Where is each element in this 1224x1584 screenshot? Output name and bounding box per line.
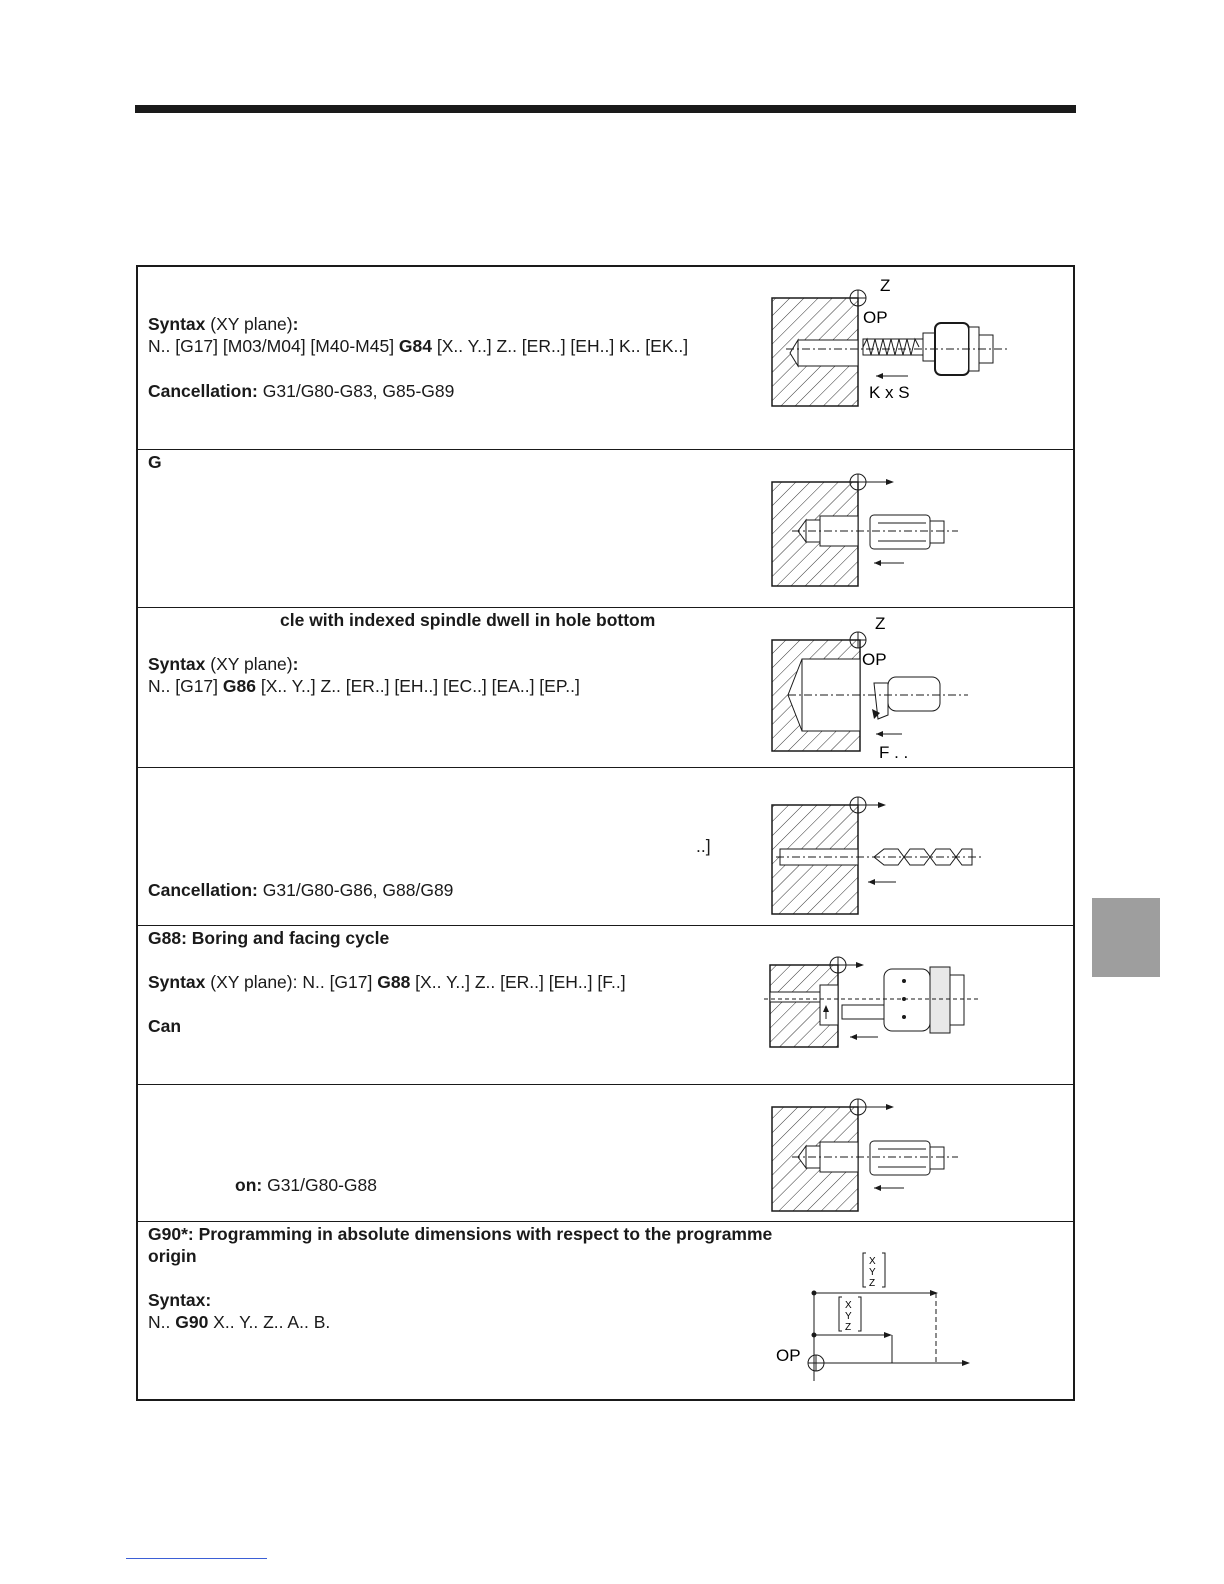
drilling-diagram [758, 793, 1038, 918]
reaming-dwell-diagram [758, 1090, 1038, 1218]
boring-diagram [758, 611, 1038, 763]
row-g89 [138, 1084, 1073, 1222]
axis-y-label: Y [869, 1267, 876, 1278]
syntax-line: N.. G90 X.. Y.. Z.. A.. B. [148, 1312, 331, 1332]
row-heading: cle with indexed spindle dwell in hole bottom [280, 610, 656, 630]
op-label: OP [863, 308, 888, 327]
gcode-table [136, 265, 1075, 1401]
axis-x-label: X [845, 1300, 852, 1311]
row-g88 [138, 925, 1073, 1085]
section-tab [1092, 898, 1160, 977]
row-heading: G88: Boring and facing cycle [148, 928, 390, 948]
syntax-heading: Syntax (XY plane): [148, 654, 299, 674]
row-g85 [138, 449, 1073, 608]
syntax-line: Syntax (XY plane): N.. [G17] G88 [X.. Y..] Z.. [ER..] [EH..] [F..] [148, 972, 626, 992]
syntax-heading: Syntax (XY plane): [148, 314, 299, 334]
row-g90 [138, 1221, 1073, 1401]
axis-x-label: X [869, 1256, 876, 1267]
row-heading: G [148, 452, 162, 472]
cancellation-line: Cancellation: G31/G80-G83, G85-G89 [148, 381, 455, 401]
row-heading-cont: origin [148, 1246, 197, 1266]
row-heading: G90*: Programming in absolute dimensions with respect to the programme [148, 1224, 773, 1244]
op-label: OP [776, 1346, 801, 1365]
cancellation-line: Cancellation: G31/G80-G86, G88/G89 [148, 880, 454, 900]
z-axis-label: Z [875, 614, 886, 633]
feed-label: K x S [869, 383, 910, 402]
syntax-heading: Syntax: [148, 1290, 212, 1310]
cancellation-fragment: on: G31/G80-G88 [235, 1175, 378, 1195]
syntax-line: N.. [G17] [M03/M04] [M40-M45] G84 [X.. Y..] Z.. [ER..] [EH..] K.. [EK..] [148, 336, 689, 356]
tapping-diagram [758, 273, 1038, 423]
reaming-diagram [758, 463, 1038, 593]
axis-z-label: Z [869, 1278, 876, 1289]
footer-link-line [126, 1558, 267, 1559]
syntax-line: N.. [G17] G86 [X.. Y..] Z.. [ER..] [EH..] [EC..] [EA..] [EP..] [148, 676, 580, 696]
header-rule [135, 105, 1076, 113]
row-g86 [138, 607, 1073, 768]
facing-diagram [758, 955, 1038, 1055]
op-label: OP [862, 650, 887, 669]
syntax-line-fragment: ..] [696, 836, 711, 856]
row-g84 [138, 267, 1073, 450]
cancellation-fragment: Can [148, 1016, 182, 1036]
row-g87 [138, 767, 1073, 926]
z-axis-label: Z [880, 276, 891, 295]
axis-y-label: Y [845, 1311, 852, 1322]
axis-z-label: Z [845, 1322, 852, 1333]
feed-label: F . . [879, 743, 909, 762]
absolute-dimension-diagram [758, 1251, 1018, 1381]
